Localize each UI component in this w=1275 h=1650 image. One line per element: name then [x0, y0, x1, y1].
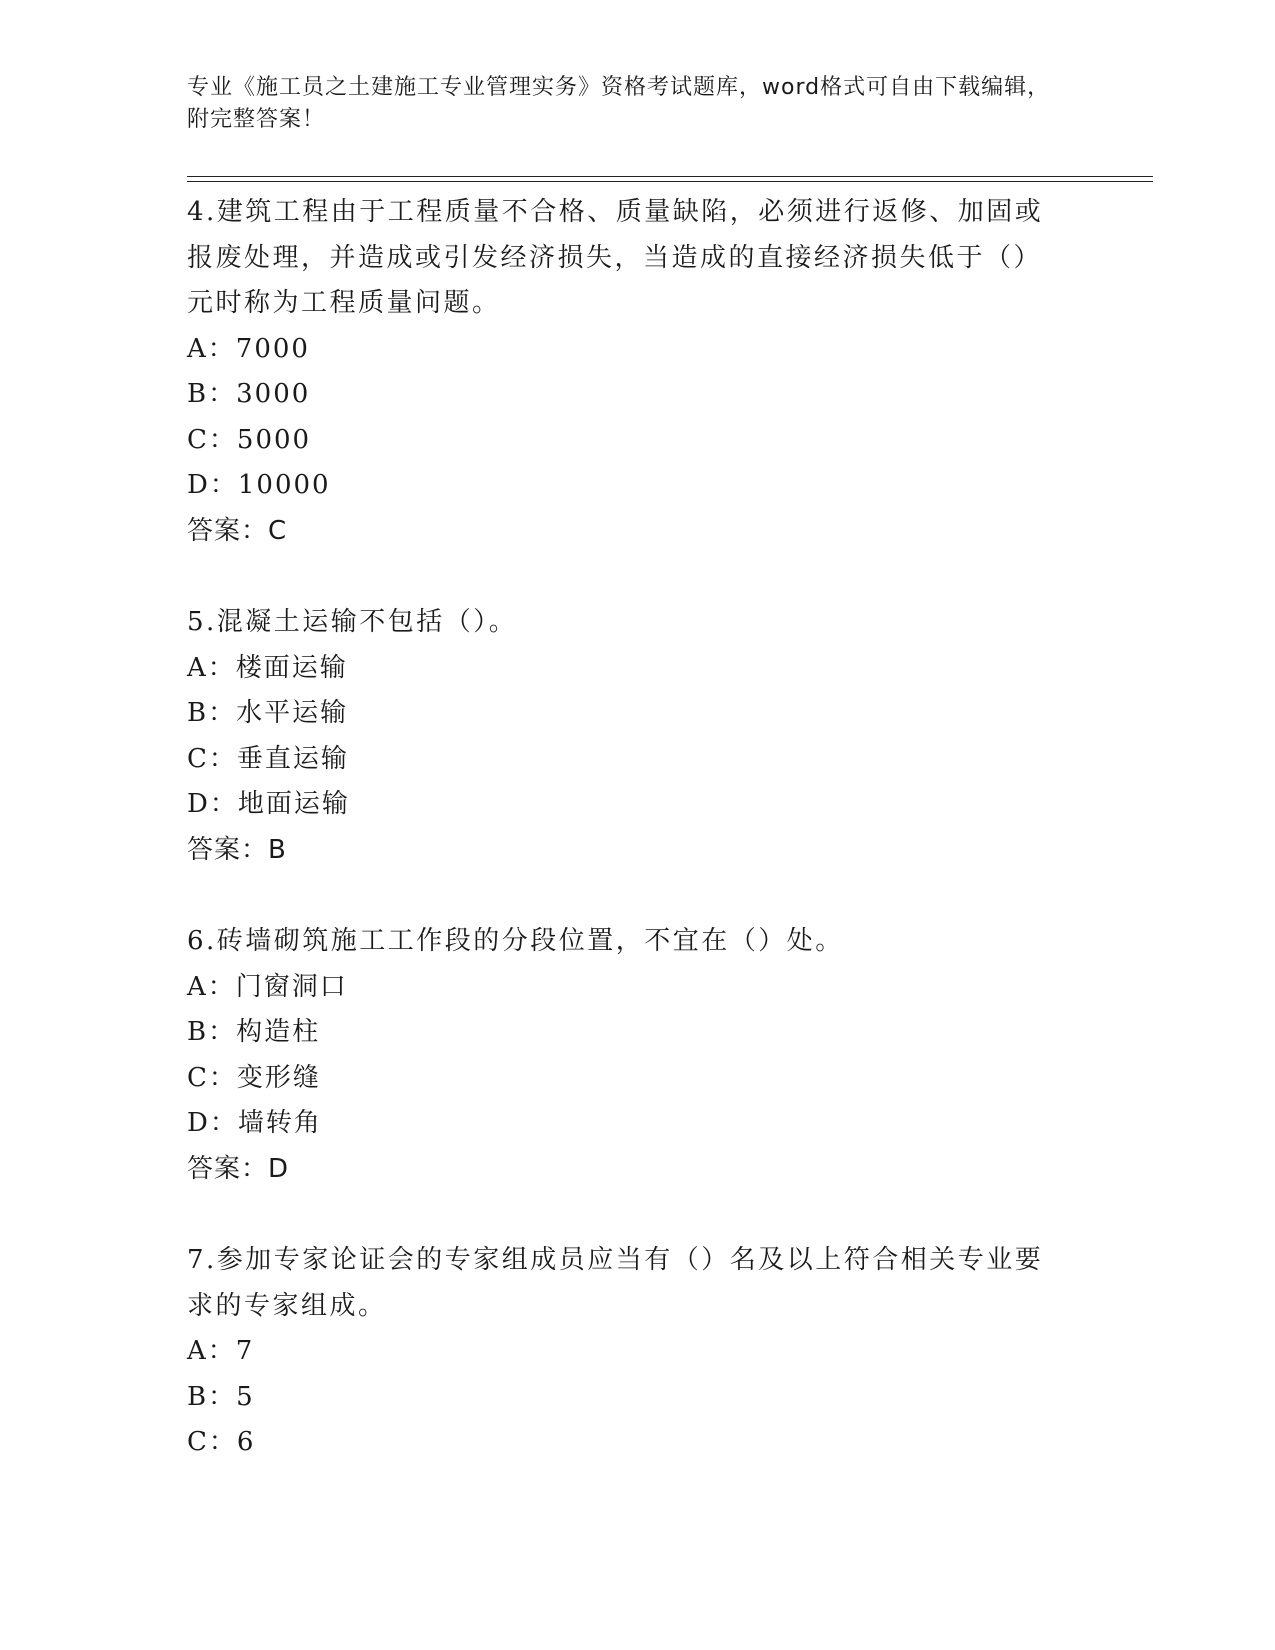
option-d: [187, 782, 1067, 828]
question-stem: 5.混凝土运输不包括（）。: [187, 607, 518, 637]
option-key: D：: [187, 470, 238, 500]
option-key: A：: [187, 333, 236, 364]
document-header: 专业《施工员之土建施工专业管理实务》资格考试题库，word格式可自由下载编辑，附完整答案！: [187, 75, 1051, 132]
option-text: 变形缝: [236, 1062, 321, 1093]
header-rule-bottom: [187, 181, 1153, 182]
option-key: A：: [187, 1336, 236, 1366]
option-text: 7000: [235, 333, 310, 364]
answer-line: 答案：C: [187, 515, 288, 546]
option-key: C：: [187, 424, 237, 455]
header-rule-top: [187, 176, 1153, 177]
option-b: [187, 1375, 1067, 1421]
option-text: 垂直运输: [236, 743, 349, 774]
answer-line: 答案：B: [187, 834, 287, 865]
option-key: D：: [187, 789, 238, 819]
option-a: [187, 327, 1067, 373]
option-key: D：: [187, 1108, 238, 1138]
option-key: A：: [187, 652, 236, 683]
option-key: C：: [187, 1427, 237, 1457]
option-d: [187, 463, 1067, 509]
option-text: 3000: [236, 379, 311, 409]
option-key: C：: [187, 743, 237, 774]
option-d: [187, 1101, 1067, 1147]
option-text: 水平运输: [236, 698, 349, 728]
option-c: [187, 737, 1067, 783]
option-text: 构造柱: [236, 1017, 321, 1047]
option-c: [187, 1056, 1067, 1102]
question-5: [187, 600, 1067, 873]
option-key: B：: [187, 379, 237, 409]
option-text: 门窗洞口: [235, 971, 348, 1002]
option-text: 5: [236, 1381, 255, 1412]
option-text: 地面运输: [237, 789, 350, 819]
question-4: [187, 190, 1067, 554]
option-key: A：: [187, 971, 236, 1002]
option-c: [187, 1420, 1067, 1466]
option-key: B：: [187, 1381, 237, 1412]
question-stem: 7.参加专家论证会的专家组成员应当有（）名及以上符合相关专业要求的专家组成。: [187, 1245, 1044, 1321]
question-stem: 6.砖墙砌筑施工工作段的分段位置，不宜在（）处。: [187, 926, 844, 956]
option-c: [187, 418, 1067, 464]
answer-line: 答案：D: [187, 1153, 290, 1184]
question-6: [187, 919, 1067, 1192]
option-key: B：: [187, 1017, 237, 1047]
option-b: [187, 372, 1067, 418]
question-list: [187, 190, 1067, 1512]
option-a: [187, 646, 1067, 692]
option-text: 7: [235, 1336, 255, 1366]
option-b: [187, 691, 1067, 737]
option-text: 墙转角: [237, 1108, 322, 1138]
option-key: B：: [187, 698, 237, 728]
question-stem: 4.建筑工程由于工程质量不合格、质量缺陷，必须进行返修、加固或报废处理，并造成或引发经济损失，当造成的直接经济损失低于（）元时称为工程质量问题。: [187, 197, 1044, 318]
option-text: 6: [236, 1427, 256, 1457]
question-7: [187, 1238, 1067, 1466]
option-text: 5000: [236, 424, 312, 455]
option-text: 10000: [237, 470, 331, 500]
option-a: [187, 1329, 1067, 1375]
option-text: 楼面运输: [235, 652, 348, 683]
option-a: [187, 965, 1067, 1011]
option-key: C：: [187, 1062, 237, 1093]
option-b: [187, 1010, 1067, 1056]
